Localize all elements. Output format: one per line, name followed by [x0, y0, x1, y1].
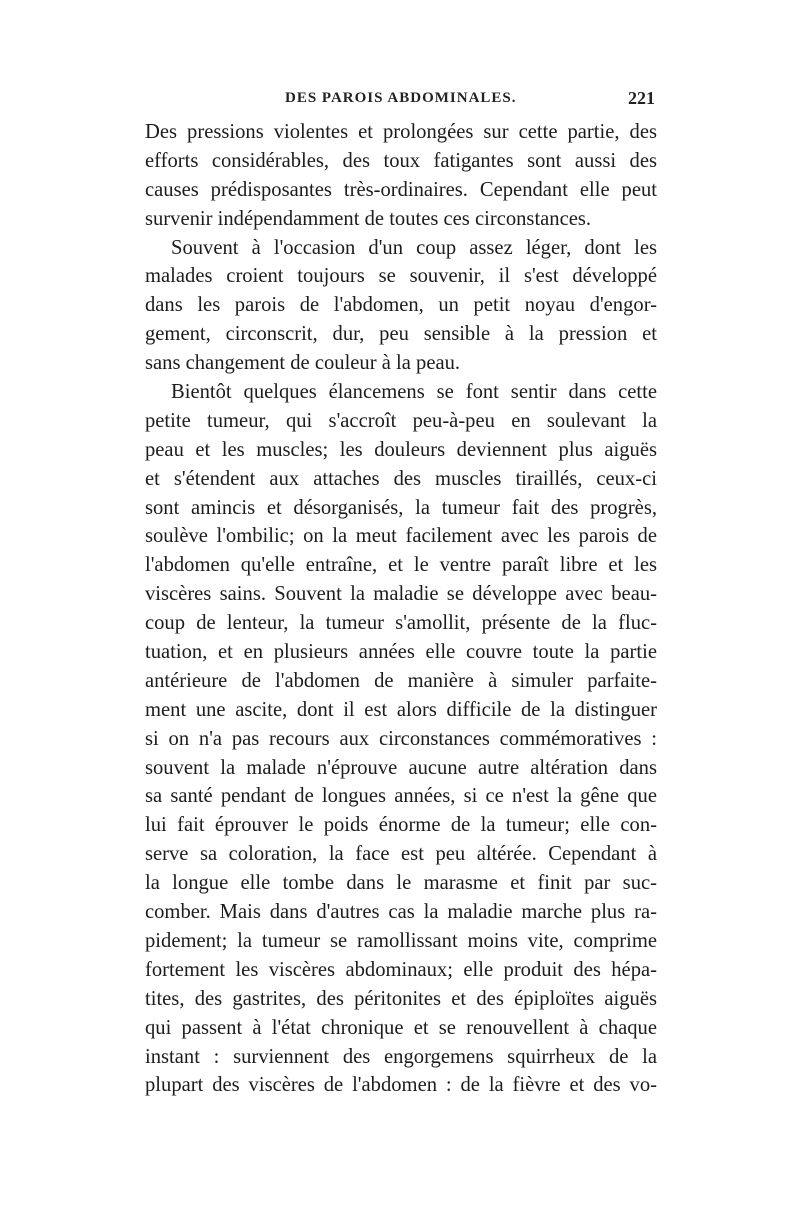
running-title: DES PAROIS ABDOMINALES. [285, 90, 517, 106]
text-line: malades croient toujours se souvenir, il s'est développé [145, 265, 657, 288]
body-text [145, 118, 657, 1100]
text-line: Des pressions violentes et prolongées sur cette partie, des [145, 121, 657, 143]
text-line: Bientôt quelques élancemens se font sentir dans cette [171, 381, 657, 404]
text-line: antérieure de l'abdomen de manière à simuler parfaite- [145, 669, 657, 692]
text-line: comber. Mais dans d'autres cas la maladie marche plus ra- [145, 901, 657, 924]
text-line: sans changement de couleur à la peau. [145, 352, 461, 375]
text-line: instant : surviennent des engorgemens squirrheux de la [145, 1045, 657, 1068]
text-line: et s'étendent aux attaches des muscles tiraillés, ceux-ci [145, 467, 657, 490]
text-line: sa santé pendant de longues années, si ce n'est la gêne que [145, 785, 657, 808]
page-number: 221 [628, 88, 655, 108]
text-line: ment une ascite, dont il est alors difficile de la distinguer [145, 698, 657, 721]
text-line: tites, des gastrites, des péritonites et des épiploïtes aiguës [145, 987, 657, 1010]
text-line: soulève l'ombilic; on la meut facilement avec les parois de [145, 525, 657, 548]
text-line: coup de lenteur, la tumeur s'amollit, présente de la fluc- [145, 612, 657, 635]
text-line: sont amincis et désorganisés, la tumeur fait des progrès, [145, 496, 657, 519]
text-line: fortement les viscères abdominaux; elle produit des hépa- [145, 958, 657, 981]
text-line: causes prédisposantes très-ordinaires. Cependant elle peut [145, 178, 657, 201]
text-line: survenir indépendamment de toutes ces circonstances. [145, 207, 592, 230]
text-line: petite tumeur, qui s'accroît peu-à-peu en soulevant la [145, 409, 657, 432]
text-line: la longue elle tombe dans le marasme et finit par suc- [145, 872, 657, 895]
text-line: gement, circonscrit, dur, peu sensible à la pression et [145, 323, 657, 346]
text-line: serve sa coloration, la face est peu altérée. Cependant à [145, 843, 657, 866]
text-line: lui fait éprouver le poids énorme de la tumeur; elle con- [145, 814, 657, 837]
text-line: dans les parois de l'abdomen, un petit noyau d'engor- [145, 294, 657, 317]
text-line: peau et les muscles; les douleurs deviennent plus aiguës [145, 438, 657, 461]
text-line: plupart des viscères de l'abdomen : de la fièvre et des vo- [145, 1074, 657, 1097]
text-line: viscères sains. Souvent la maladie se développe avec beau- [145, 583, 657, 606]
running-head [145, 90, 655, 114]
text-line: si on n'a pas recours aux circonstances commémoratives : [145, 727, 657, 750]
text-line: Souvent à l'occasion d'un coup assez léger, dont les [171, 236, 657, 259]
text-line: l'abdomen qu'elle entraîne, et le ventre paraît libre et les [145, 554, 657, 577]
text-line: efforts considérables, des toux fatigantes sont aussi des [145, 149, 657, 172]
text-line: souvent la malade n'éprouve aucune autre altération dans [145, 756, 657, 779]
text-line: pidement; la tumeur se ramollissant moins vite, comprime [145, 929, 657, 952]
text-line: qui passent à l'état chronique et se renouvellent à chaque [145, 1016, 657, 1039]
text-line: tuation, et en plusieurs années elle couvre toute la partie [145, 641, 657, 664]
